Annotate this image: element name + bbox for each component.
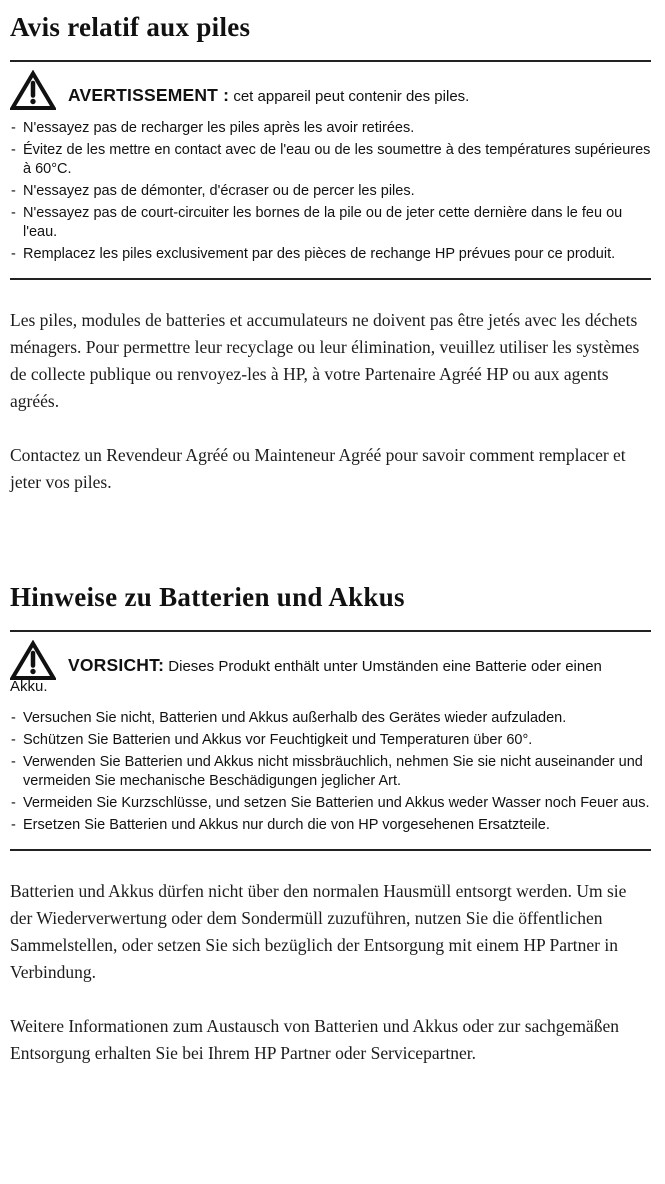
- warning-message: [10, 640, 610, 697]
- list-item: - Évitez de les mettre en contact avec de l'eau ou de les soumettre à des températures supérieures à 60°C.: [10, 141, 651, 179]
- warning-triangle-icon: [10, 70, 68, 104]
- warning-text: Dieses Produkt enthält unter Umständen eine Batterie oder einen Akku.: [10, 658, 602, 695]
- list-item: - N'essayez pas de démonter, d'écraser ou de percer les piles.: [10, 182, 651, 201]
- warning-list: [10, 709, 651, 835]
- section-divider: [10, 60, 651, 62]
- paragraph: Contactez un Revendeur Agréé ou Mainteneur Agréé pour savoir comment remplacer et jeter vos piles.: [10, 445, 626, 492]
- list-item: - Vermeiden Sie Kurzschlüsse, und setzen Sie Batterien und Akkus weder Wasser noch Feuer aus.: [10, 794, 651, 813]
- section-title: Avis relatif aux piles: [10, 12, 251, 42]
- list-item: - Versuchen Sie nicht, Batterien und Akkus außerhalb des Gerätes wieder aufzuladen.: [10, 709, 651, 728]
- section-french: [10, 12, 651, 496]
- list-item: - N'essayez pas de recharger les piles après les avoir retirées.: [10, 119, 651, 138]
- warning-label: AVERTISSEMENT :: [68, 85, 230, 105]
- list-item: - Ersetzen Sie Batterien und Akkus nur durch die von HP vorgesehenen Ersatzteile.: [10, 816, 651, 835]
- section-german: [10, 582, 651, 1067]
- list-item: - N'essayez pas de court-circuiter les bornes de la pile ou de jeter cette dernière dans le feu ou l'eau.: [10, 204, 651, 242]
- warning-label: VORSICHT:: [68, 655, 165, 675]
- paragraph: Weitere Informationen zum Austausch von Batterien und Akkus oder zur sachgemäßen Entsorgung erhalten Sie bei Ihrem HP Partner oder Servicepartner.: [10, 1016, 619, 1063]
- list-item: - Verwenden Sie Batterien und Akkus nicht missbräuchlich, nehmen Sie sie nicht auseinander und vermeiden Sie mechanische Beschädigungen jeglicher Art.: [10, 753, 651, 791]
- section-divider: [10, 849, 651, 851]
- warning-list: [10, 119, 651, 264]
- warning-block: [10, 70, 651, 107]
- warning-block: [10, 640, 651, 697]
- section-divider: [10, 278, 651, 280]
- warning-text: cet appareil peut contenir des piles.: [233, 88, 470, 105]
- section-title: Hinweise zu Batterien und Akkus: [10, 582, 405, 612]
- section-divider: [10, 630, 651, 632]
- list-item: - Schützen Sie Batterien und Akkus vor Feuchtigkeit und Temperaturen über 60°.: [10, 731, 651, 750]
- warning-message: [10, 70, 610, 107]
- paragraph: Batterien und Akkus dürfen nicht über den normalen Hausmüll entsorgt werden. Um sie der Wiederverwertung oder dem Sondermüll zuzuführen, nutzen Sie die öffentlichen Sammelstellen, oder setzen Sie sich bezüglich der Entsorgung mit einem HP Partner in Verbindung.: [10, 881, 627, 982]
- warning-triangle-icon: [10, 640, 68, 674]
- paragraph: Les piles, modules de batteries et accumulateurs ne doivent pas être jetés avec les déchets ménagers. Pour permettre leur recyclage ou leur élimination, veuillez utiliser les systèmes de collecte publique ou renvoyez-les à HP, à votre Partenaire Agréé HP ou aux agents agréés.: [10, 310, 640, 411]
- list-item: - Remplacez les piles exclusivement par des pièces de rechange HP prévues pour ce produit.: [10, 245, 651, 264]
